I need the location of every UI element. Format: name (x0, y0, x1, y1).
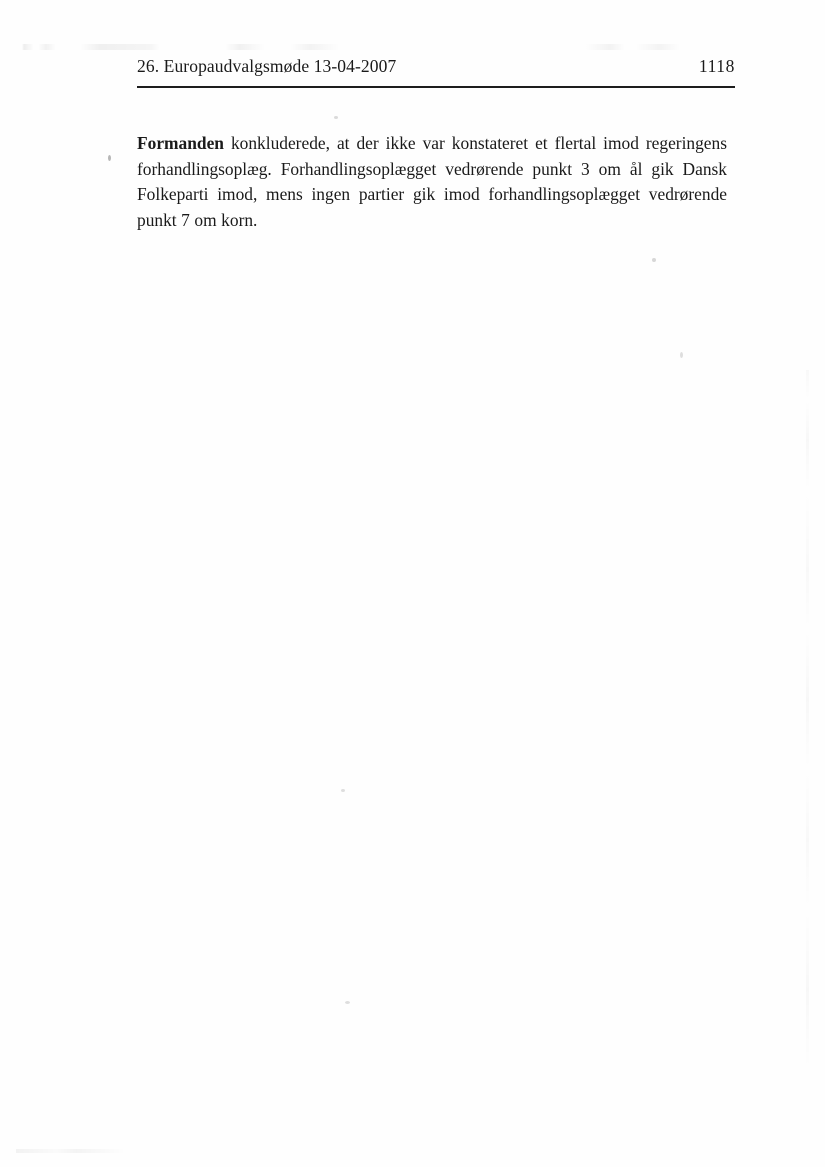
scan-speck (652, 258, 656, 262)
scan-speck (680, 352, 683, 358)
paragraph-lead-speaker: Formanden (137, 133, 224, 153)
scan-speck (345, 1001, 350, 1004)
scan-speck (334, 116, 338, 119)
page-number: 1118 (698, 56, 735, 76)
body-text (137, 131, 727, 233)
paragraph (137, 131, 727, 233)
scan-artifact-right (806, 370, 809, 1130)
page-header (137, 56, 735, 77)
scan-speck (108, 155, 111, 161)
header-rule (137, 86, 735, 88)
scan-speck (341, 789, 345, 792)
scan-artifact-bottom (16, 1149, 136, 1153)
paragraph-text: konkluderede, at der ikke var konstateret et flertal imod regeringens forhandlingsoplæg. Forhandlingsoplægget vedrørende punkt 3 om ål gik Dansk Folkeparti imod, mens ingen partier gik imod forhandlingsoplægget vedrørende punkt 7 om korn. (137, 133, 727, 230)
scan-artifact-top (10, 44, 815, 50)
running-title: 26. Europaudvalgsmøde 13-04-2007 (137, 56, 397, 76)
